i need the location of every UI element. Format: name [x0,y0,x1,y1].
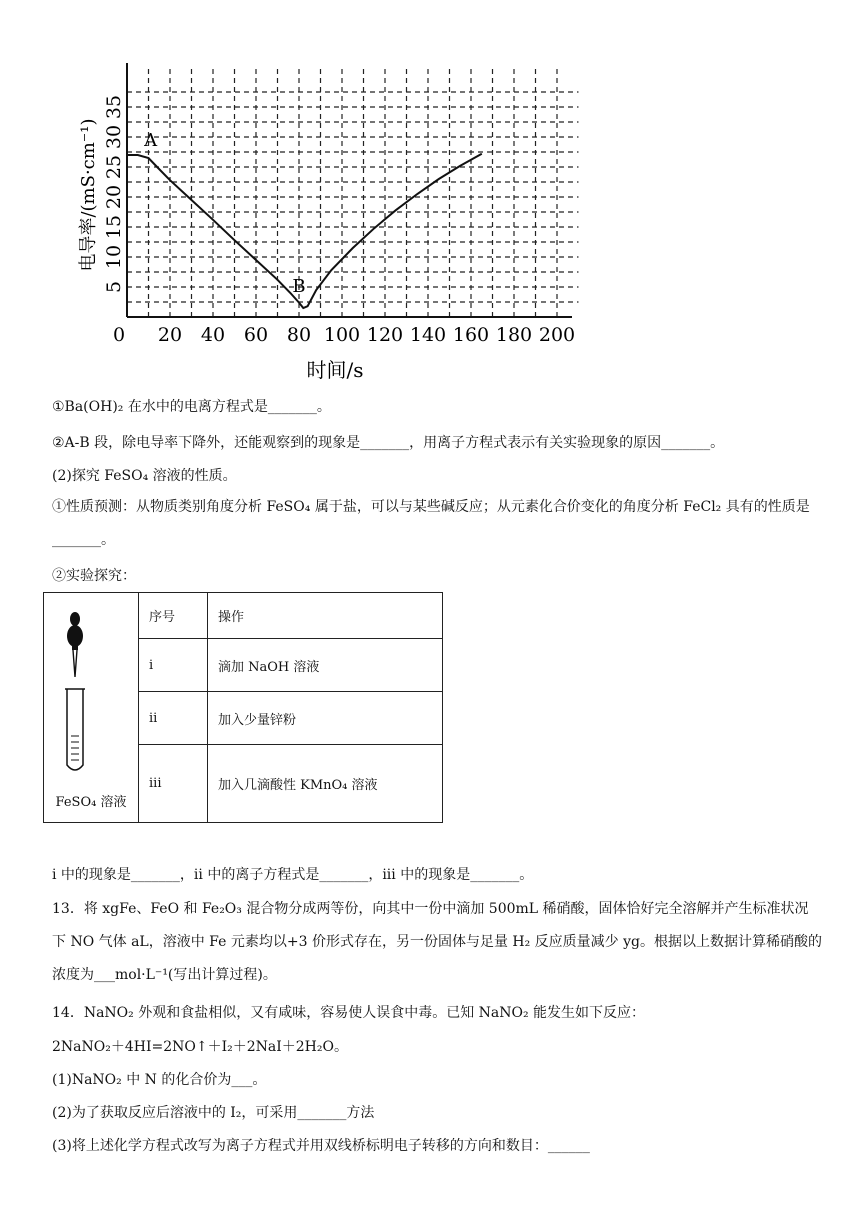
dropper-test-tube-icon [62,603,122,773]
question-14-2: (2)为了获取反应后溶液中的 I₂，可采用_______方法 [52,1105,375,1121]
apparatus-label: FeSO₄ 溶液 [55,795,127,810]
annotation-B: B [292,275,306,297]
y-tick-label: 15 [103,214,125,240]
row-iii-index: iii [139,744,208,822]
question-14: 14．NaNO₂ 外观和食盐相似，又有咸味，容易使人误食中毒。已知 NaNO₂ 能发生如下反应： [52,1005,646,1021]
question-1-1: ①Ba(OH)₂ 在水中的电离方程式是_______。 [52,399,331,415]
y-tick-labels [103,95,125,293]
x-tick-label: 0 [112,324,126,346]
row-ii-operation: 加入少量锌粉 [208,692,443,744]
row-i-operation: 滴加 NaOH 溶液 [208,639,443,692]
experiment-table [43,592,443,823]
question-1-2: ②A-B 段，除电导率下降外，还能观察到的现象是_______，用离子方程式表示有关实验现象的原因_______。 [52,435,725,451]
row-ii-index: ii [139,692,208,744]
apparatus-cell [44,593,139,823]
row-i-index: i [139,639,208,692]
x-axis-label: 时间/s [306,358,364,382]
y-tick-label: 5 [103,280,125,294]
x-tick-label: 80 [286,324,312,346]
row-iii-operation: 加入几滴酸性 KMnO₄ 溶液 [208,744,443,822]
question-13: 13．将 xgFe、FeO 和 Fe₂O₃ 混合物分成两等份，向其中一份中滴加 500mL 稀硝酸，固体恰好完全溶解并产生标准状况下 NO 气体 aL，溶液中 Fe 元素均以+3 价形式存在，另一份固体与足量 H₂ 反应质量减少 yg。根据以上数据计算稀硝酸的浓度为___mol·L⁻¹(写出计算过程)。 [52,901,822,983]
header-operation: 操作 [208,593,443,639]
x-tick-label: 20 [157,324,183,346]
y-tick-label: 20 [103,184,125,210]
question-2-1: ①性质预测：从物质类别角度分析 FeSO₄ 属于盐，可以与某些碱反应；从元素化合价变化的角度分析 FeCl₂ 具有的性质是_______。 [52,499,810,548]
x-tick-label: 140 [409,324,447,346]
y-tick-label: 35 [103,94,125,120]
y-tick-label: 30 [103,124,125,150]
x-tick-label: 200 [538,324,576,346]
header-index: 序号 [139,593,208,639]
annotation-A: A [144,130,158,151]
y-tick-label: 25 [103,154,125,180]
question-14-equation: 2NaNO₂＋4HI=2NO↑＋I₂＋2NaI＋2H₂O。 [52,1039,348,1055]
y-tick-label: 10 [103,244,125,270]
question-14-3: (3)将上述化学方程式改写为离子方程式并用双线桥标明电子转移的方向和数目：______ [52,1138,590,1154]
chart-grid [127,65,579,317]
y-axis-label: 电导率/(mS·cm⁻¹) [78,118,99,272]
x-tick-label: 180 [495,324,533,346]
question-2-2: ②实验探究： [52,568,136,584]
conductivity-chart [60,55,580,385]
x-tick-label: 120 [366,324,404,346]
x-tick-label: 60 [243,324,269,346]
x-tick-label: 40 [200,324,226,346]
x-tick-labels [113,324,575,346]
x-tick-label: 100 [323,324,361,346]
x-tick-label: 160 [452,324,490,346]
question-14-1: (1)NaNO₂ 中 N 的化合价为___。 [52,1072,267,1088]
question-2-3: i 中的现象是_______，ii 中的离子方程式是_______，iii 中的现象是_______。 [52,867,534,883]
question-2-heading: (2)探究 FeSO₄ 溶液的性质。 [52,468,237,484]
